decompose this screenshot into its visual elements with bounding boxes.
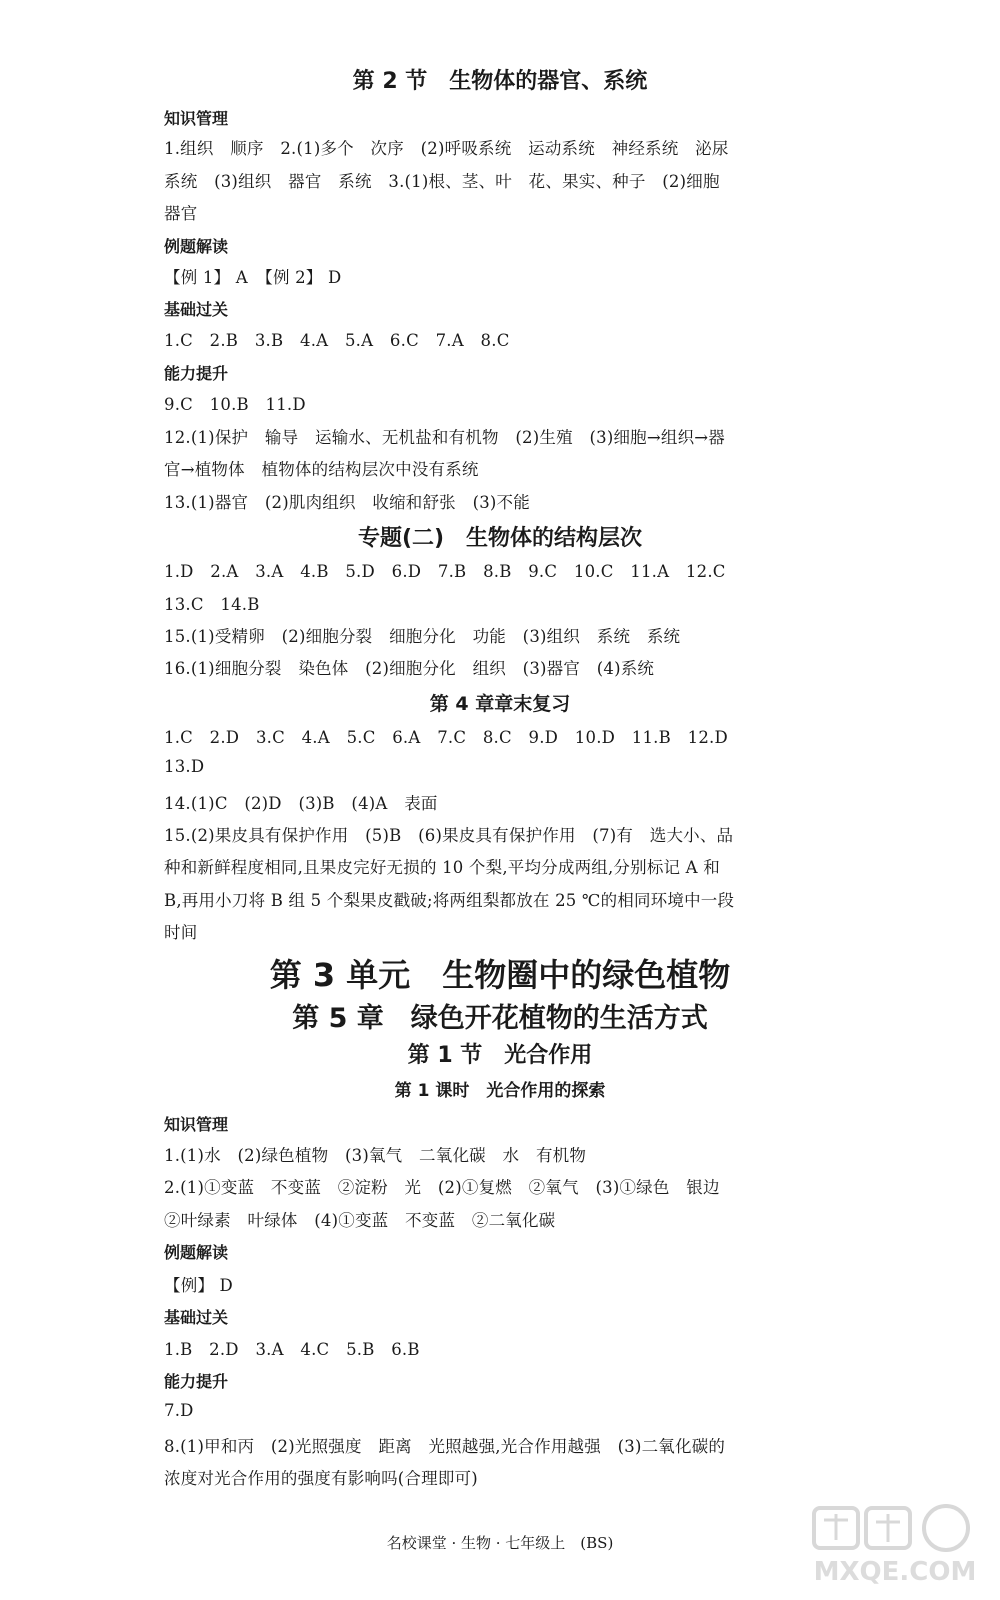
- answer-line: 15.(1)受精卵 (2)细胞分裂 细胞分化 功能 (3)组织 系统 系统: [164, 627, 681, 646]
- answer-line: 13.C 14.B: [164, 595, 260, 614]
- section-title: 第 1 节 光合作用: [407, 1043, 593, 1068]
- subheading: 例题解读: [164, 1243, 229, 1262]
- answer-line: 14.(1)C (2)D (3)B (4)A 表面: [164, 794, 438, 813]
- answer-line: ②叶绿素 叶绿体 (4)①变蓝 不变蓝 ②二氧化碳: [164, 1211, 556, 1230]
- answer-line: 2.(1)①变蓝 不变蓝 ②淀粉 光 (2)①复燃 ②氧气 (3)①绿色 银边: [164, 1178, 720, 1197]
- subheading: 能力提升: [164, 1372, 229, 1391]
- answer-line: 器官: [164, 204, 198, 223]
- answer-line: 15.(2)果皮具有保护作用 (5)B (6)果皮具有保护作用 (7)有 选大小、品: [164, 826, 734, 845]
- subheading: 基础过关: [164, 1308, 229, 1327]
- answer-line: 1.(1)水 (2)绿色植物 (3)氧气 二氧化碳 水 有机物: [164, 1146, 587, 1165]
- answer-line: 1.C 2.B 3.B 4.A 5.A 6.C 7.A 8.C: [164, 331, 510, 350]
- answer-line: 12.(1)保护 输导 运输水、无机盐和有机物 (2)生殖 (3)细胞→组织→器: [164, 428, 726, 447]
- answer-line: B,再用小刀将 B 组 5 个梨果皮戳破;将两组梨都放在 25 ℃的相同环境中一段: [164, 891, 735, 910]
- answer-line: 【例】 D: [164, 1276, 233, 1295]
- subheading: 知识管理: [164, 1115, 229, 1134]
- answer-line: 1.组织 顺序 2.(1)多个 次序 (2)呼吸系统 运动系统 神经系统 泌尿: [164, 139, 729, 158]
- watermark-text: MXQE.COM: [813, 1557, 977, 1587]
- answer-line: 9.C 10.B 11.D: [164, 395, 306, 414]
- answer-line: 1.D 2.A 3.A 4.B 5.D 6.D 7.B 8.B 9.C 10.C 11.A 12.C: [164, 562, 726, 581]
- subheading: 能力提升: [164, 364, 229, 383]
- answer-line: 7.D: [164, 1401, 194, 1420]
- answer-line: 8.(1)甲和丙 (2)光照强度 距离 光照越强,光合作用越强 (3)二氧化碳的: [164, 1437, 726, 1456]
- section-title: 专题(二) 生物体的结构层次: [357, 526, 643, 551]
- answer-line: 16.(1)细胞分裂 染色体 (2)细胞分化 组织 (3)器官 (4)系统: [164, 659, 655, 678]
- subheading: 例题解读: [164, 237, 229, 256]
- answer-line: 1.C 2.D 3.C 4.A 5.C 6.A 7.C 8.C 9.D 10.D 11.B 12.D: [164, 728, 728, 747]
- unit-title: 第 3 单元 生物圈中的绿色植物: [269, 956, 731, 994]
- answer-line: 官→植物体 植物体的结构层次中没有系统: [164, 460, 479, 479]
- answer-line: 13.(1)器官 (2)肌肉组织 收缩和舒张 (3)不能: [164, 493, 530, 512]
- answer-line: 浓度对光合作用的强度有影响吗(合理即可): [164, 1469, 478, 1488]
- subheading: 基础过关: [164, 300, 229, 319]
- answer-line: 1.B 2.D 3.A 4.C 5.B 6.B: [164, 1340, 420, 1359]
- watermark-logo: [800, 1500, 990, 1590]
- section-title: 第 4 章章末复习: [429, 693, 571, 715]
- subheading: 知识管理: [164, 109, 229, 128]
- lesson-title: 第 1 课时 光合作用的探索: [394, 1081, 606, 1101]
- chapter-title: 第 5 章 绿色开花植物的生活方式: [292, 1003, 708, 1034]
- answer-line: 系统 (3)组织 器官 系统 3.(1)根、茎、叶 花、果实、种子 (2)细胞: [164, 172, 720, 191]
- answer-line: 13.D: [164, 757, 205, 776]
- page-footer: 名校课堂 · 生物 · 七年级上 (BS): [386, 1534, 614, 1552]
- section-title: 第 2 节 生物体的器官、系统: [352, 69, 648, 94]
- answer-line: 时间: [164, 923, 198, 942]
- answer-line: 种和新鲜程度相同,且果皮完好无损的 10 个梨,平均分成两组,分别标记 A 和: [164, 858, 720, 877]
- answer-line: 【例 1】 A 【例 2】 D: [164, 268, 342, 287]
